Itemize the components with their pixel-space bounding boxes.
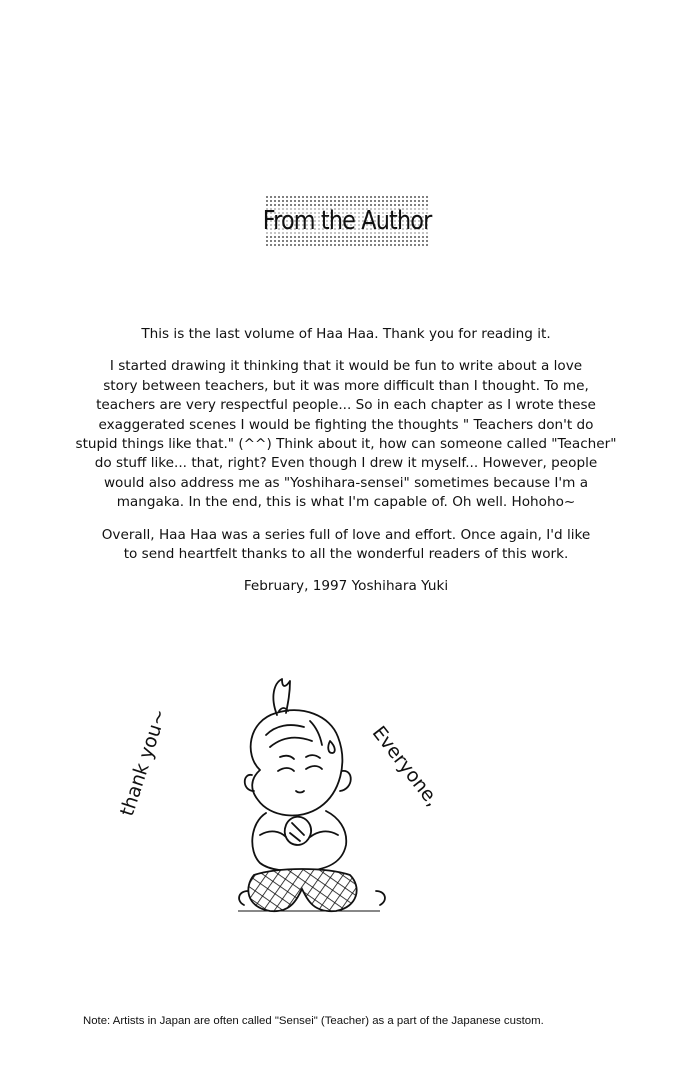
title-box [262,195,432,247]
author-letter [60,325,632,610]
plaid-pants [248,869,356,911]
everyone-scribble: Everyone, [367,722,444,811]
letter-line: story between teachers, but it was more difficult than I thought. To me, [103,377,589,394]
letter-line: mangaka. In the end, this is what I'm capable of. Oh well. Hohoho~ [116,494,576,511]
letter-line: I started drawing it thinking that it would be fun to write about a love [109,358,583,375]
letter-line: Overall, Haa Haa was a series full of love and effort. Once again, I'd like [101,526,591,543]
page-title: From the Author [262,206,432,236]
chibi-author-drawing [230,675,400,920]
letter-line: would also address me as "Yoshihara-sensei" sometimes because I'm a [103,474,589,491]
letter-paragraph-1: This is the last volume of Haa Haa. Thank you for reading it. [141,326,551,342]
hands [285,817,311,845]
letter-line: exaggerated scenes I would be fighting the thoughts " Teachers don't do [98,416,594,433]
letter-line: do stuff like... that, right? Even though I drew it myself... However, people [94,455,598,472]
thank-you-scribble: thank you~ [116,706,172,819]
letter-line: to send heartfelt thanks to all the wonderful readers of this work. [123,546,569,563]
letter-paragraph-2 [60,357,632,512]
letter-line: teachers are very respectful people... So in each chapter as I wrote these [96,397,596,414]
letter-signature: February, 1997 Yoshihara Yuki [243,578,449,595]
letter-line: stupid things like that." (^^) Think about it, how can someone called "Teacher" [75,436,617,453]
letter-paragraph-3 [60,526,632,565]
translator-note: Note: Artists in Japan are often called "Sensei" (Teacher) as a part of the Japanese custom. [83,1015,544,1027]
